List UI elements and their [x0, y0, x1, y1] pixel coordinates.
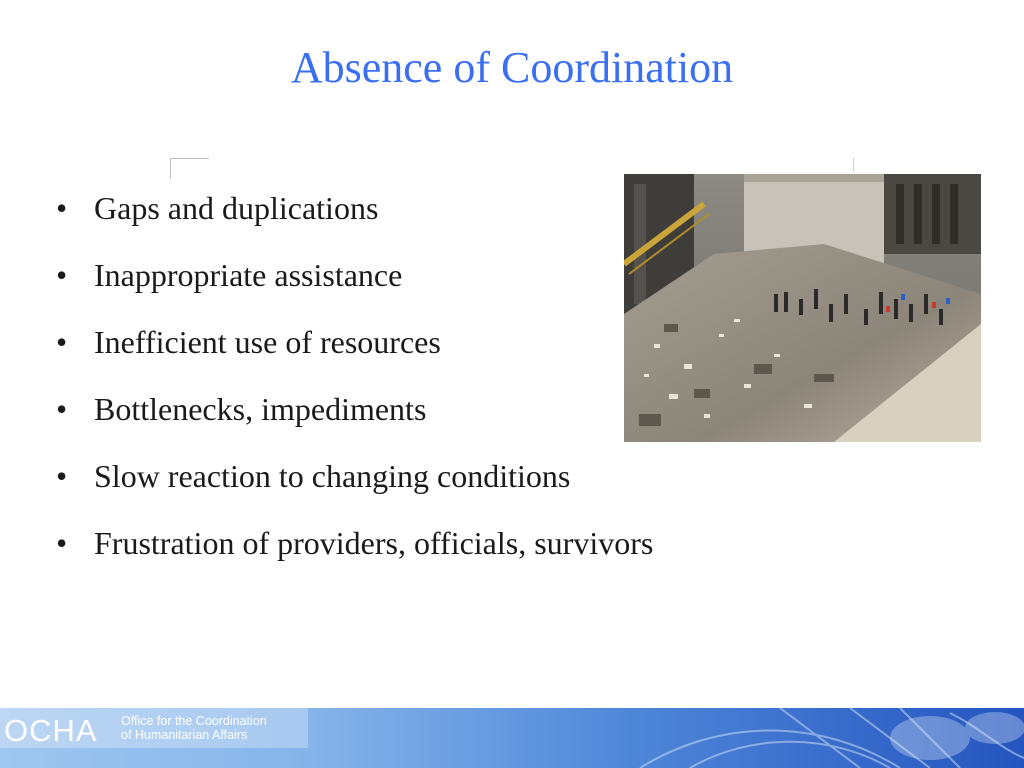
bullet-marker: • [56, 458, 68, 494]
bullet-text: Gaps and duplications [94, 190, 379, 226]
bullet-text: Bottlenecks, impediments [94, 391, 427, 427]
bullet-marker: • [56, 324, 68, 360]
bullet-marker: • [56, 190, 68, 226]
bullet-item [56, 525, 653, 592]
ocha-logo-text: OCHA [4, 713, 98, 748]
collapsed-building-rubble-photo-icon [624, 174, 981, 442]
placeholder-corner-mark [170, 158, 209, 179]
bullet-text: Frustration of providers, officials, survivors [94, 525, 654, 561]
org-name-line-2: of Humanitarian Affairs [121, 728, 248, 742]
rubble-photo [624, 174, 981, 442]
bullet-item [56, 458, 653, 525]
bullet-marker: • [56, 525, 68, 561]
slide-title: Absence of Coordination [290, 43, 734, 92]
bullet-text: Inappropriate assistance [94, 257, 403, 293]
bullet-item [56, 257, 653, 324]
bullet-marker: • [56, 391, 68, 427]
footer-banner [0, 708, 1024, 768]
placeholder-edge-mark [853, 158, 854, 172]
un-globe-emblem-icon [600, 708, 1024, 768]
bullet-list [56, 190, 653, 592]
bullet-item [56, 391, 653, 458]
bullet-marker: • [56, 257, 68, 293]
bullet-text: Slow reaction to changing conditions [94, 458, 571, 494]
bullet-item [56, 190, 653, 257]
org-name-line-1: Office for the Coordination [121, 714, 267, 728]
bullet-text: Inefficient use of resources [94, 324, 441, 360]
ocha-org-name [121, 714, 267, 742]
bullet-item [56, 324, 653, 391]
